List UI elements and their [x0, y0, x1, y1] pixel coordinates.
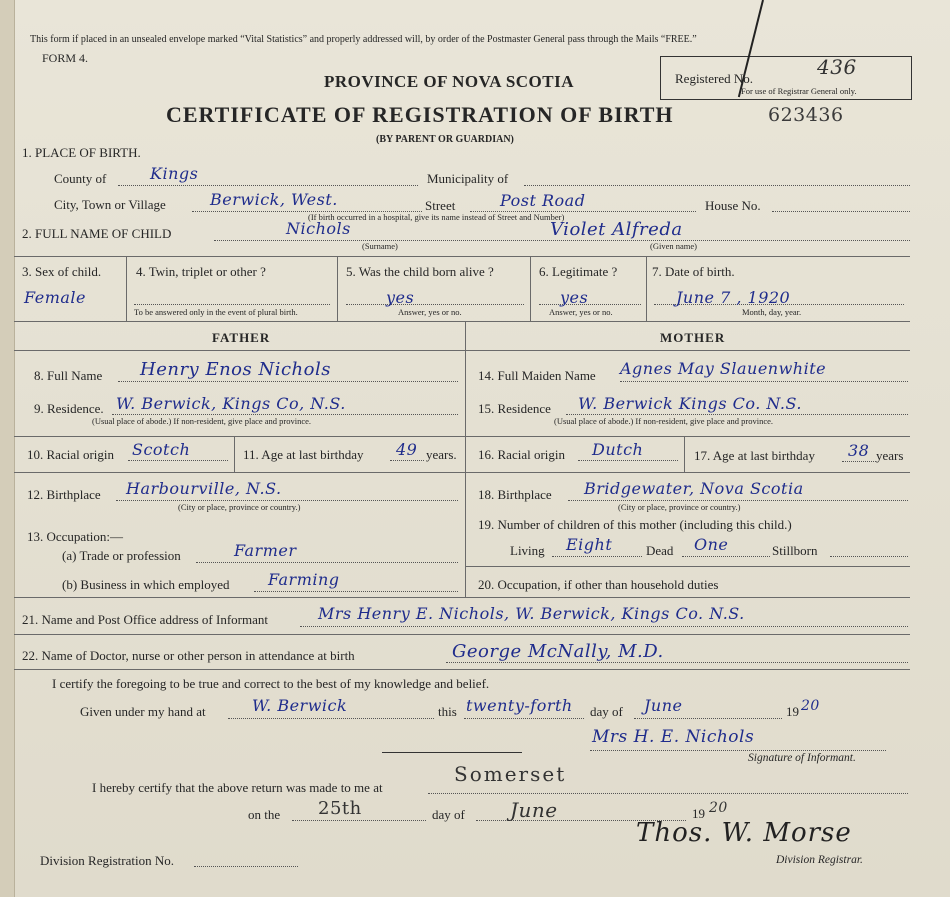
registrar-place-line [428, 793, 908, 794]
child-name-line [214, 240, 910, 241]
father-years: years. [426, 447, 457, 462]
rule [465, 472, 910, 473]
rule [465, 436, 910, 437]
division-registration-line [194, 866, 298, 867]
child-name-label: 2. FULL NAME OF CHILD [22, 226, 172, 241]
signature-line [590, 750, 886, 751]
stillborn-label: Stillborn [772, 543, 818, 558]
given-day: twenty-forth [466, 696, 573, 715]
doctor-value: George McNally, M.D. [452, 641, 664, 662]
child-given-name: Violet Alfreda [550, 219, 683, 240]
mother-name-line [620, 381, 908, 382]
alive-value: yes [386, 288, 415, 307]
alive-label: 5. Was the child born alive ? [346, 264, 494, 279]
living-label: Living [510, 543, 545, 558]
father-residence-label: 9. Residence. [34, 401, 104, 416]
given-year-prefix: 19 [786, 704, 799, 719]
mother-occupation-label: 20. Occupation, if other than household duties [478, 577, 719, 592]
sex-value: Female [24, 288, 86, 307]
signature-label: Signature of Informant. [748, 752, 856, 764]
father-birthplace-note: (City or place, province or country.) [178, 502, 301, 512]
division-registration-label: Division Registration No. [40, 853, 174, 868]
given-month: June [644, 696, 683, 715]
father-birthplace-line [116, 500, 458, 501]
place-of-birth-label: 1. PLACE OF BIRTH. [22, 145, 141, 160]
given-month-line [634, 718, 782, 719]
rule [14, 472, 465, 473]
mother-race: Dutch [592, 440, 644, 459]
father-residence-line [112, 414, 458, 415]
doctor-label: 22. Name of Doctor, nurse or other person in attendance at birth [22, 648, 355, 663]
given-day-line [464, 718, 584, 719]
father-birthplace: Harbourville, N.S. [126, 479, 282, 498]
certificate-title: CERTIFICATE OF REGISTRATION OF BIRTH [166, 102, 674, 127]
rule [465, 566, 910, 567]
mother-race-label: 16. Racial origin [478, 447, 566, 462]
rule [530, 256, 531, 321]
left-margin-strip [0, 0, 15, 897]
registered-box [660, 56, 912, 100]
rule [14, 669, 910, 670]
mother-residence-note: (Usual place of abode.) If non-resident, give place and province. [554, 416, 774, 426]
alive-line [346, 304, 524, 305]
legitimate-line [539, 304, 641, 305]
father-race: Scotch [132, 440, 191, 459]
mother-age: 38 [848, 441, 870, 460]
twin-note: To be answered only in the event of plural birth. [134, 307, 298, 317]
municipality-label: Municipality of [427, 171, 509, 186]
registrar-place: Somerset [454, 762, 567, 786]
stamped-number: 623436 [768, 104, 844, 126]
city-value: Berwick, West. [210, 190, 338, 209]
legitimate-label: 6. Legitimate ? [539, 264, 618, 279]
father-name: Henry Enos Nichols [140, 359, 331, 380]
father-age-label: 11. Age at last birthday [243, 447, 364, 462]
rule [646, 256, 647, 321]
given-name-label: (Given name) [650, 241, 697, 251]
mother-name: Agnes May Slauenwhite [620, 359, 827, 378]
trade-label: (a) Trade or profession [62, 548, 181, 563]
registered-label: Registered No. [675, 71, 753, 86]
father-residence: W. Berwick, Kings Co, N.S. [116, 394, 346, 413]
given-place-line [228, 718, 434, 719]
informant-value: Mrs Henry E. Nichols, W. Berwick, Kings Co. N.S. [318, 604, 745, 623]
mother-age-label: 17. Age at last birthday [694, 448, 815, 463]
mother-residence: W. Berwick Kings Co. N.S. [578, 394, 802, 413]
father-age-line [390, 460, 424, 461]
registrar-day: 25th [318, 798, 362, 819]
registrar-dayof-label: day of [432, 807, 465, 822]
business-label: (b) Business in which employed [62, 577, 230, 592]
father-name-line [118, 381, 458, 382]
province-heading: PROVINCE OF NOVA SCOTIA [324, 72, 575, 91]
rule [14, 634, 910, 635]
given-place: W. Berwick [252, 696, 348, 715]
rule [14, 436, 465, 437]
dead-line [682, 556, 770, 557]
short-rule [382, 752, 522, 753]
business-line [254, 591, 458, 592]
on-label: on the [248, 807, 281, 822]
legitimate-value: yes [560, 288, 589, 307]
mother-header: MOTHER [660, 330, 726, 345]
mother-birthplace-note: (City or place, province or country.) [618, 502, 741, 512]
certify-text: I certify the foregoing to be true and correct to the best of my knowledge and belief. [52, 676, 490, 691]
date-value: June 7 , 1920 [676, 288, 791, 307]
rule [337, 256, 338, 321]
children-label: 19. Number of children of this mother (including this child.) [478, 517, 792, 532]
given-label: Given under my hand at [80, 704, 206, 719]
rule [14, 321, 910, 322]
rule [465, 321, 466, 597]
trade-value: Farmer [234, 541, 297, 560]
business-value: Farming [268, 570, 340, 589]
informant-line [300, 626, 908, 627]
mother-name-label: 14. Full Maiden Name [478, 368, 596, 383]
rule [126, 256, 127, 321]
registrar-signature: Thos. W. Morse [636, 818, 852, 848]
form-number: FORM 4. [42, 51, 89, 65]
city-label: City, Town or Village [54, 197, 166, 212]
father-birthplace-label: 12. Birthplace [27, 487, 101, 502]
municipality-line [524, 185, 910, 186]
mother-residence-line [566, 414, 908, 415]
stillborn-line [830, 556, 908, 557]
occupation-label: 13. Occupation:— [27, 529, 124, 544]
house-label: House No. [705, 198, 761, 213]
mother-birthplace: Bridgewater, Nova Scotia [584, 479, 804, 498]
father-race-label: 10. Racial origin [27, 447, 115, 462]
father-header: FATHER [212, 330, 271, 345]
registrar-year-prefix: 19 [692, 806, 705, 821]
date-label: 7. Date of birth. [652, 264, 735, 279]
mother-years: years [876, 448, 904, 463]
this-label: this [438, 704, 457, 719]
rule [14, 350, 910, 351]
division-registrar-label: Division Registrar. [776, 854, 863, 866]
street-label: Street [425, 198, 456, 213]
father-race-line [128, 460, 228, 461]
father-age: 49 [396, 440, 418, 459]
rule [14, 256, 910, 257]
dead-label: Dead [646, 543, 674, 558]
father-residence-note: (Usual place of abode.) If non-resident, give place and province. [92, 416, 312, 426]
certificate-subtitle: (BY PARENT OR GUARDIAN) [376, 134, 514, 145]
registrar-year: 20 [709, 800, 728, 816]
registrar-month: June [510, 798, 558, 822]
doctor-line [446, 662, 908, 663]
mother-race-line [578, 460, 678, 461]
informant-signature: Mrs H. E. Nichols [592, 727, 755, 747]
given-dayof-label: day of [590, 704, 623, 719]
date-note: Month, day, year. [742, 307, 802, 317]
rule [684, 436, 685, 472]
sex-label: 3. Sex of child. [22, 264, 102, 279]
child-surname: Nichols [286, 219, 351, 238]
legitimate-note: Answer, yes or no. [549, 307, 613, 317]
county-line [118, 185, 418, 186]
father-name-label: 8. Full Name [34, 368, 103, 383]
informant-label: 21. Name and Post Office address of Informant [22, 612, 268, 627]
mother-residence-label: 15. Residence [478, 401, 551, 416]
trade-line [196, 562, 458, 563]
mother-birthplace-line [568, 500, 908, 501]
twin-line [134, 304, 330, 305]
house-line [772, 211, 910, 212]
living-line [552, 556, 642, 557]
rule [234, 436, 235, 472]
county-label: County of [54, 171, 107, 186]
registrar-day-line [292, 820, 426, 821]
mother-birthplace-label: 18. Birthplace [478, 487, 552, 502]
surname-label: (Surname) [362, 241, 398, 251]
living-value: Eight [566, 535, 613, 554]
rule [14, 597, 910, 598]
hospital-note: (If birth occurred in a hospital, give its name instead of Street and Number) [308, 212, 565, 222]
given-year: 20 [801, 698, 820, 714]
twin-label: 4. Twin, triplet or other ? [136, 264, 266, 279]
mailing-notice: This form if placed in an unsealed envelope marked “Vital Statistics” and properly addressed will, by order of the Postmaster General pass through the Mails “FREE.” [30, 34, 697, 45]
street-value: Post Road [500, 191, 586, 210]
alive-note: Answer, yes or no. [398, 307, 462, 317]
registrar-text: I hereby certify that the above return was made to me at [92, 780, 383, 795]
registered-number: 436 [817, 55, 857, 79]
registrar-note: For use of Registrar General only. [741, 86, 857, 96]
dead-value: One [694, 535, 729, 554]
county-value: Kings [150, 164, 199, 183]
mother-age-line [842, 461, 876, 462]
